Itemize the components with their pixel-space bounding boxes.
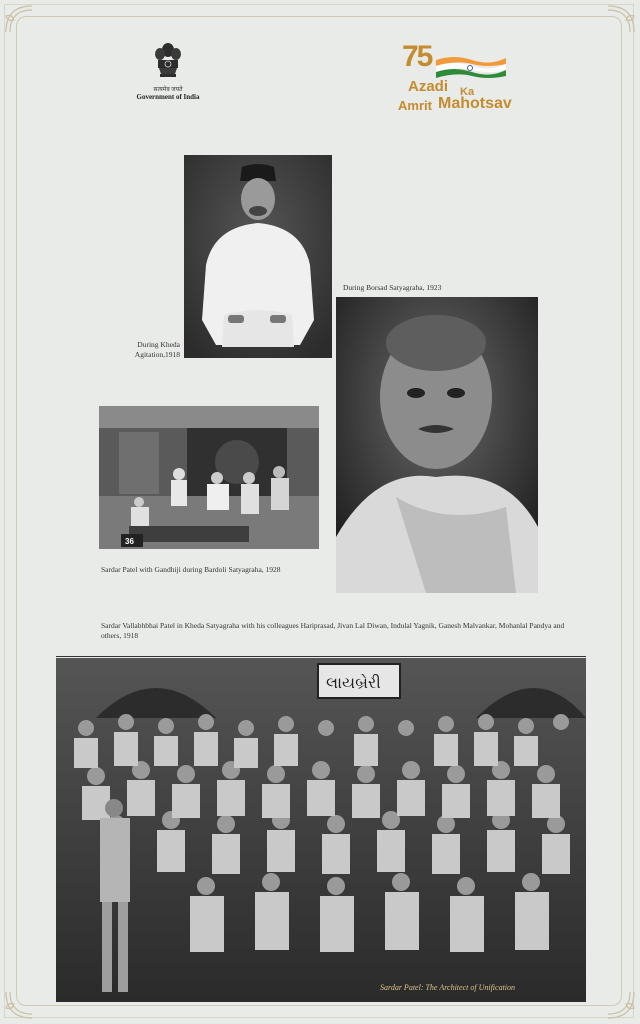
logo-word-amrit: Amrit (398, 98, 432, 113)
logo-word-azadi: Azadi (408, 78, 449, 95)
watermark-book-title: Sardar Patel: The Architect of Unification (380, 983, 516, 992)
caption-bardoli: Sardar Patel with Gandhiji during Bardoli Satyagraha, 1928 (101, 565, 281, 574)
caption-borsad: During Borsad Satyagraha, 1923 (343, 283, 442, 292)
logo-number: 75 (402, 40, 432, 73)
photo-kheda-agitation (184, 155, 332, 358)
caption-kheda-line2: Agitation,1918 (134, 350, 180, 360)
caption-kheda-group: Sardar Vallabhbhai Patel in Kheda Satyagraha with his colleagues Hariprasad, Jivan Lal Diwan, Indulal Yagnik, Ganesh Malvankar, Mohanlal Pandya and others, 1918 (101, 621, 565, 641)
emblem-motto: सत्यमेव जयते (153, 87, 183, 93)
photo-bardoli-satyagraha (99, 406, 319, 549)
government-emblem (134, 40, 202, 101)
azadi-ka-amrit-mahotsav-logo (398, 40, 530, 120)
government-label: Government of India (136, 93, 200, 101)
photo-kheda-group (56, 658, 586, 1002)
corner-ornament-icon (2, 988, 36, 1022)
caption-kheda-agitation (118, 340, 180, 360)
logo-word-ka: Ka (460, 86, 475, 98)
corner-ornament-icon (2, 2, 36, 36)
caption-kheda-line1: During Kheda (137, 340, 180, 349)
corner-ornament-icon (604, 2, 638, 36)
corner-ornament-icon (604, 988, 638, 1022)
photo-page-number: 36 (125, 537, 134, 546)
logo-word-mahotsav: Mahotsav (438, 95, 512, 112)
photo-borsad-satyagraha (336, 297, 538, 593)
library-sign: લાયબ્રેરી (326, 673, 381, 692)
divider (56, 656, 586, 657)
lion-capital-icon (153, 40, 183, 84)
